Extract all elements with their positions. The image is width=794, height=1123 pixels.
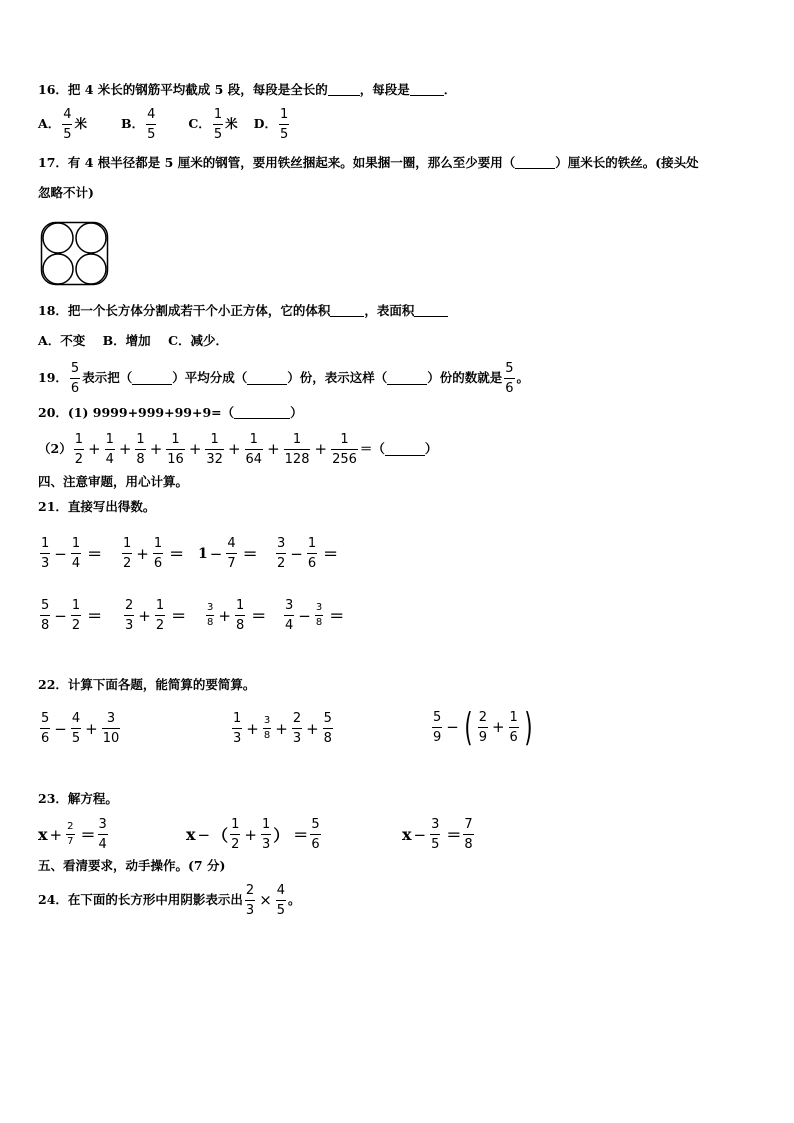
q19-blank-1[interactable]: [132, 373, 172, 385]
plus-sign: +: [87, 440, 101, 458]
q18-options: A．不变 B．增加 C．减少．: [38, 333, 229, 348]
q20-blank-2[interactable]: [385, 444, 425, 456]
fraction: $\frac{4}{5}$: [63, 107, 72, 142]
q21-row1-expression-1: $\frac{1}{3}$ − $\frac{1}{4}$ ＝: [41, 536, 103, 571]
q22-title: 22．计算下面各题，能简算的要简算。: [38, 677, 256, 692]
q20-blank-1[interactable]: [234, 407, 290, 419]
q24-question: 24．在下面的长方形中用阴影表示出 $\frac{2}{3}$ × $\frac{4}{5}$ 。: [38, 883, 301, 918]
q19-blank-2[interactable]: [247, 373, 287, 385]
q18-blank-2[interactable]: [414, 305, 448, 317]
q21-row1-expression-4: $\frac{3}{2}$ − $\frac{1}{6}$ ＝: [277, 536, 339, 571]
fraction: $\frac{5}{6}$: [505, 361, 514, 396]
q20-part1: 20．(1) 9999+999+99+9=（ ）: [38, 405, 303, 420]
q21-row1-expression-3: 1 − $\frac{4}{7}$ ＝: [198, 536, 258, 571]
q21-title: 21．直接写出得数。: [38, 499, 156, 514]
q22-expression-1: $\frac{5}{6}$ − $\frac{4}{5}$ + $\frac{3}{10}$: [41, 711, 120, 746]
q16-question: 16．把 4 米长的钢筋平均截成 5 段，每段是全长的 ，每段是 ．: [38, 82, 457, 97]
q18-question: 18．把一个长方体分割成若干个小正方体，它的体积 ，表面积: [38, 305, 448, 318]
plus-sign: +: [314, 440, 328, 458]
q17-blank[interactable]: [515, 157, 555, 169]
q21-row2-expression-2: $\frac{2}{3}$ + $\frac{1}{2}$ ＝: [125, 598, 187, 633]
fraction: $\frac{4}{5}$: [147, 107, 156, 142]
q23-equation-1: x + $\frac{2}{7}$ ＝ $\frac{3}{4}$: [38, 817, 107, 852]
q22-expression-2: $\frac{1}{3}$ + $\frac{3}{8}$ + $\frac{2}{3}$ + $\frac{5}{8}$: [233, 711, 332, 746]
fraction: $\frac{1}{16}$: [167, 432, 184, 467]
q16-blank-2[interactable]: [410, 84, 444, 96]
q20-sum-expression: [72, 433, 360, 466]
fraction: $\frac{1}{128}$: [284, 432, 310, 467]
four-pipes-diagram: [40, 221, 110, 287]
q22-expression-3: $\frac{5}{9}$ − ( $\frac{2}{9}$ + $\frac{1}{6}$ ): [433, 705, 533, 749]
q16-options: A． $\frac{4}{5}$ 米 B． $\frac{4}{5}$ C． $\frac{1}{5}$ 米 D． $\frac{1}{5}$: [38, 107, 289, 142]
fraction: $\frac{1}{32}$: [206, 432, 223, 467]
fraction: $\frac{5}{6}$: [70, 361, 80, 396]
section-5-heading: 五、看清要求，动手操作。(7 分): [38, 858, 226, 873]
q23-title: 23．解方程。: [38, 791, 118, 806]
q16-blank-1[interactable]: [328, 84, 360, 96]
q19-blank-3[interactable]: [387, 373, 427, 385]
fraction: $\frac{1}{256}$: [332, 432, 357, 467]
q17-question-cont: 忽略不计): [38, 185, 94, 200]
section-4-heading: 四、注意审题，用心计算。: [38, 474, 189, 489]
q21-row2-expression-3: $\frac{3}{8}$ + $\frac{1}{8}$ ＝: [207, 598, 267, 633]
q23-equation-3: x − $\frac{3}{5}$ ＝ $\frac{7}{8}$: [402, 817, 473, 852]
plus-sign: +: [188, 440, 202, 458]
plus-sign: +: [149, 440, 163, 458]
q21-row1-expression-2: $\frac{1}{2}$ + $\frac{1}{6}$ ＝: [123, 536, 185, 571]
q20-part2: （2） $\frac{1}{2}$ + $\frac{1}{4}$ + $\frac{1}{8}$ + $\frac{1}{16}$ + $\frac{1}{32}$ + $\frac{1}{64}$ + $\frac{1}{128}$ + $\frac{1}{256}$ ＝（ ）: [38, 432, 438, 467]
fraction: $\frac{1}{5}$: [279, 107, 289, 142]
plus-sign: +: [227, 440, 241, 458]
plus-sign: +: [267, 440, 280, 458]
q21-row2-expression-4: $\frac{3}{4}$ − $\frac{3}{8}$ ＝: [285, 598, 345, 633]
q17-question: 17．有 4 根半径都是 5 厘米的钢管，要用铁丝捆起来。如果捆一圈，那么至少要用（ ）厘米长的铁丝。(接头处: [38, 155, 699, 170]
fraction: $\frac{1}{2}$: [74, 432, 83, 467]
q21-row2-expression-1: $\frac{5}{8}$ − $\frac{1}{2}$ ＝: [41, 598, 103, 633]
plus-sign: +: [118, 440, 132, 458]
q18-blank-1[interactable]: [330, 305, 364, 317]
fraction: $\frac{1}{5}$: [213, 107, 223, 142]
q23-equation-2: x − （ $\frac{1}{2}$ + $\frac{1}{3}$ ） ＝ $\frac{5}{6}$: [186, 817, 320, 852]
fraction: $\frac{1}{64}$: [245, 432, 263, 467]
fraction: $\frac{1}{4}$: [105, 432, 114, 467]
q19-question: 19． $\frac{5}{6}$ 表示把（ ）平均分成（ ）份，表示这样（ ）份的数就是 $\frac{5}{6}$ 。: [38, 361, 530, 396]
fraction: $\frac{1}{8}$: [136, 432, 145, 467]
